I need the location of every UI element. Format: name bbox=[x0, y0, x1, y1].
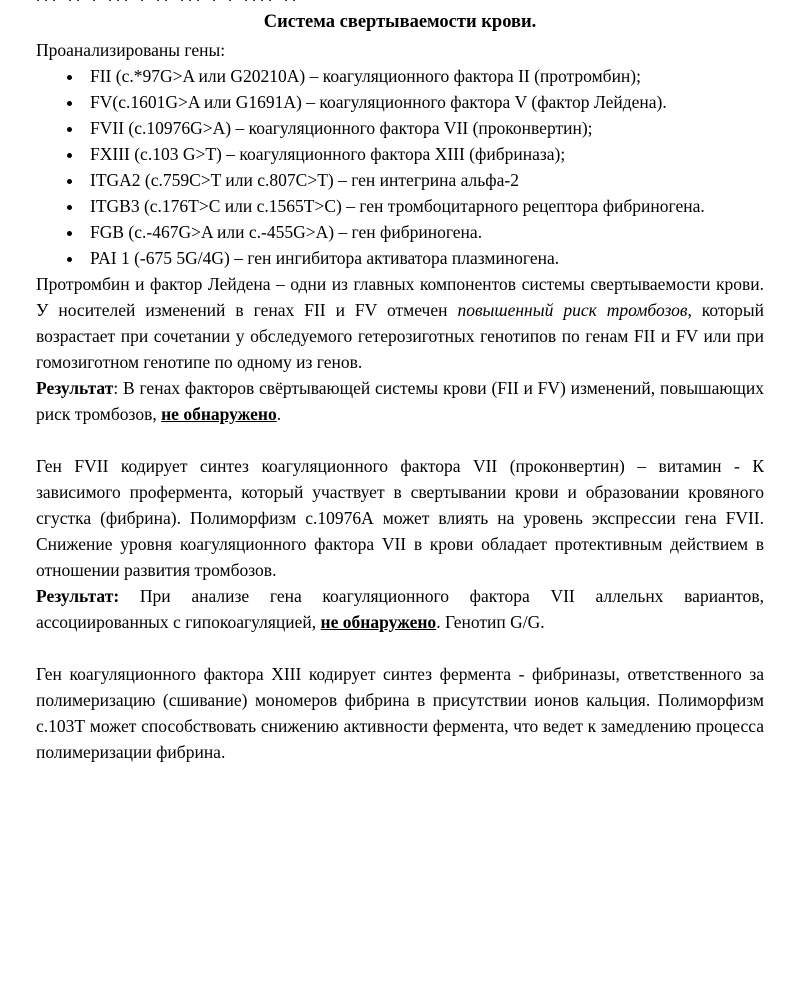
gene-list-item-itgb3: • ITGB3 (с.176T>C или с.1565T>C) – ген тромбоцитарного рецептора фибриногена. bbox=[84, 193, 764, 219]
result-fvii-text-1: При анализе гена коагуляционного фактора VII аллельнх вариантов, ассоциированных с гипокоагуляцией, bbox=[36, 586, 764, 632]
result-fvii-emphasis: не обнаружено bbox=[320, 612, 437, 632]
gene-list-item-fxiii: • FXIII (с.103 G>T) – коагуляционного фактора XIII (фибриназа); bbox=[84, 141, 764, 167]
result-fii-fv-text-1: : В генах факторов свёртывающей системы крови (FII и FV) изменений, повышающих риск тромбозов, bbox=[36, 378, 764, 424]
result-fvii-label: Результат: bbox=[36, 586, 120, 606]
result-fvii-text-2: . Генотип G/G. bbox=[436, 612, 545, 632]
gene-list-item-fvii: • FVII (с.10976G>A) – коагуляционного фактора VII (проконвертин); bbox=[84, 115, 764, 141]
paragraph-thrombosis-risk bbox=[36, 271, 764, 375]
italic-risk-phrase: повышенный риск тромбозов bbox=[457, 300, 688, 320]
gene-list-item-fgb: • FGB (с.-467G>A или с.-455G>A) – ген фибриногена. bbox=[84, 219, 764, 245]
result-fii-fv-emphasis: не обнаружено bbox=[161, 404, 277, 424]
result-fii-fv-label: Результат bbox=[36, 378, 114, 398]
result-fii-fv bbox=[36, 375, 764, 427]
gene-list bbox=[36, 63, 764, 271]
paragraph-thrombosis-risk-text-1: Протромбин и фактор Лейдена – одни из главных компонентов системы свертываемости крови. У носителей изменений в генах FII и FV отмечен bbox=[36, 274, 764, 320]
gene-list-item-fii: • FII (с.*97G>A или G20210A) – коагуляционного фактора II (протромбин); bbox=[84, 63, 764, 89]
result-fvii bbox=[36, 583, 764, 635]
paragraph-fvii: Ген FVII кодирует синтез коагуляционного фактора VII (проконвертин) – витамин - К зависимого профермента, который участвует в свертывании крови и образовании кровяного сгустка (фибрина). Полиморфизм с.10976А может влиять на уровень экспрессии гена FVII. Снижение уровня коагуляционного фактора VII в крови обладает протективным действием в отношении развития тромбозов. bbox=[36, 456, 764, 580]
document-title: Система свертываемости крови. bbox=[263, 12, 537, 32]
gene-list-item-fv: • FV(с.1601G>A или G1691A) – коагуляционного фактора V (фактор Лейдена). bbox=[84, 89, 764, 115]
paragraph-fxiii: Ген коагуляционного фактора XIII кодирует синтез фермента - фибриназы, ответственного за полимеризацию (сшивание) мономеров фибрина в присутствии ионов кальция. Полиморфизм с.103Т может способствовать снижению активности фермента, что ведет к замедлению процесса полимеризации фибрина. bbox=[36, 664, 764, 762]
paragraph-spacer bbox=[36, 427, 764, 453]
paragraph-spacer bbox=[36, 635, 764, 661]
paragraph-thrombosis-risk-text-2: , который возрастает при сочетании у обследуемого гетерозиготных генотипов по генам FII и FV или при гомозиготном генотипе по одному из генов. bbox=[36, 300, 764, 372]
result-fii-fv-text-2: . bbox=[276, 404, 282, 424]
clipped-text-remnant bbox=[36, 0, 764, 6]
gene-list-item-pai1: • PAI 1 (-675 5G/4G) – ген ингибитора активатора плазминогена. bbox=[84, 245, 764, 271]
intro-line: Проанализированы гены: bbox=[36, 40, 226, 60]
gene-list-item-itga2: • ITGA2 (с.759C>T или с.807C>T) – ген интегрина альфа-2 bbox=[84, 167, 764, 193]
